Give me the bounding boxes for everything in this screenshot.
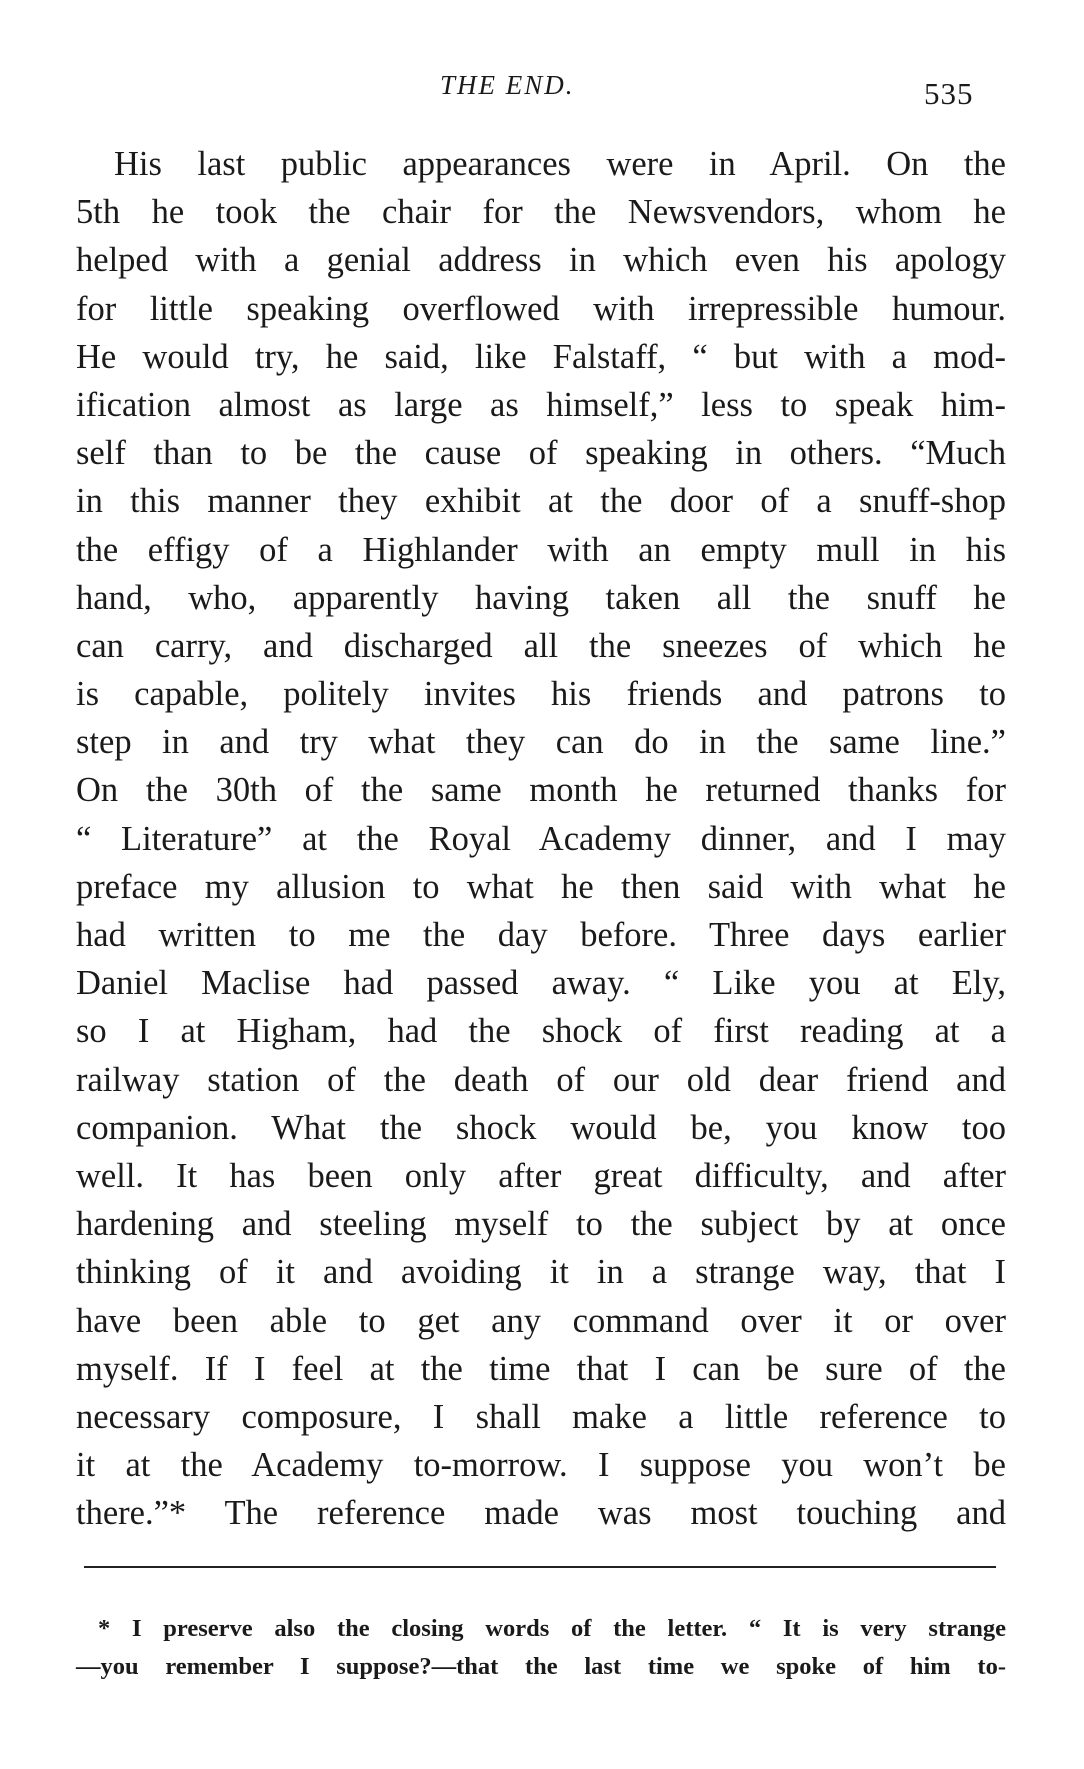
body-line: in this manner they exhibit at the door of a snuff-shop [76,482,1006,521]
body-line: so I at Higham, had the shock of first reading at a [76,1012,1006,1051]
footnote-rule [84,1566,996,1568]
body-line: He would try, he said, like Falstaff, “ but with a mod- [76,337,1006,376]
body-line: companion. What the shock would be, you know too [76,1108,1006,1147]
body-text [76,140,1006,1537]
footnote-line: —you remember I suppose?—that the last time we spoke of him to- [76,1653,1006,1680]
body-line: the effigy of a Highlander with an empty mull in his [76,530,1006,569]
body-line: “ Literature” at the Royal Academy dinner, and I may [76,819,1006,858]
body-line: hardening and steeling myself to the subject by at once [76,1205,1006,1244]
body-line: necessary composure, I shall make a little reference to [76,1397,1006,1436]
body-line: can carry, and discharged all the sneezes of which he [76,626,1006,665]
body-line: helped with a genial address in which even his apology [76,241,1006,280]
footnote [76,1610,1006,1686]
body-line: it at the Academy to-morrow. I suppose you won’t be [76,1446,1006,1485]
running-title: THE END. [440,70,575,100]
body-line: had written to me the day before. Three days earlier [76,916,1006,954]
footnote-line: * I preserve also the closing words of the letter. “ It is very strange [98,1615,1006,1642]
body-line: there.”* The reference made was most touching and [76,1494,1006,1533]
body-line: hand, who, apparently having taken all the snuff he [76,578,1006,617]
body-line: is capable, politely invites his friends and patrons to [76,675,1006,714]
body-line: His last public appearances were in April. On the [114,145,1006,183]
body-line: On the 30th of the same month he returned thanks for [76,771,1006,810]
page-number: 535 [924,76,974,111]
body-line: self than to be the cause of speaking in others. “Much [76,434,1006,473]
body-line: well. It has been only after great difficulty, and after [76,1156,1006,1195]
body-line: railway station of the death of our old dear friend and [76,1060,1006,1099]
body-line: Daniel Maclise had passed away. “ Like you at Ely, [76,964,1006,1003]
body-line: 5th he took the chair for the Newsvendors, whom he [76,193,1006,232]
body-line: step in and try what they can do in the same line.” [76,723,1006,762]
body-line: thinking of it and avoiding it in a strange way, that I [76,1253,1006,1292]
body-line: ification almost as large as himself,” less to speak him- [76,385,1006,424]
body-line: for little speaking overflowed with irrepressible humour. [76,289,1006,328]
body-line: myself. If I feel at the time that I can be sure of the [76,1349,1006,1388]
running-head [0,66,1084,110]
body-line: preface my allusion to what he then said with what he [76,867,1006,906]
body-line: have been able to get any command over it or over [76,1301,1006,1340]
